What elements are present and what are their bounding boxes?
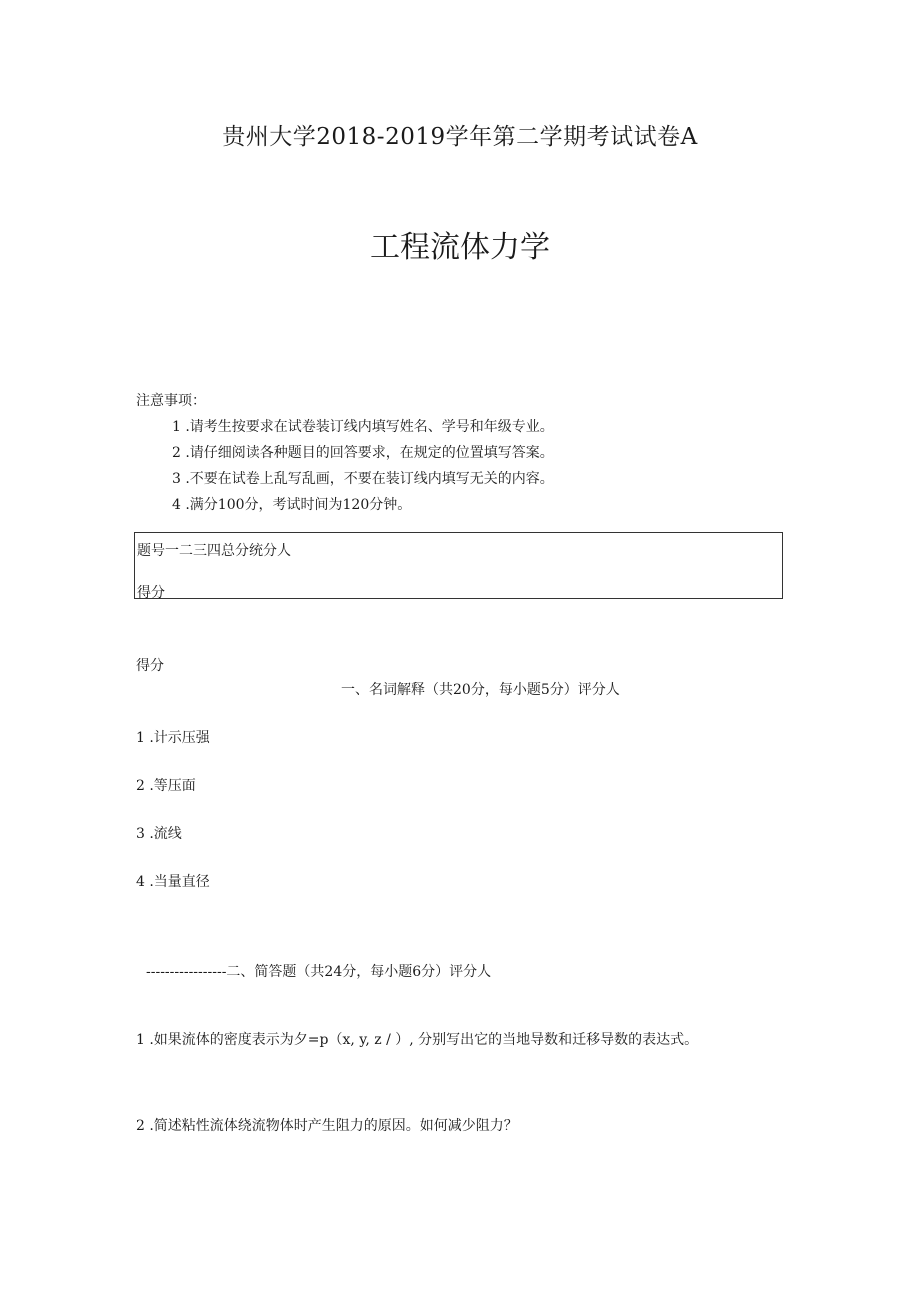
section1-question: 3 .流线 — [136, 826, 182, 842]
section1-question: 2 .等压面 — [136, 778, 196, 794]
exam-title: 贵州大学2018-2019学年第二学期考试试卷A — [222, 124, 698, 150]
course-title: 工程流体力学 — [370, 230, 550, 265]
note-item: 4 .满分100分，考试时间为120分钟。 — [172, 497, 412, 513]
section2-question: 2 .简述粘性流体绕流物体时产生阻力的原因。如何减少阻力？ — [136, 1118, 518, 1134]
section1-score-label: 得分 — [136, 658, 164, 674]
section1-question: 4 .当量直径 — [136, 874, 210, 890]
note-item: 3 .不要在试卷上乱写乱画，不要在装订线内填写无关的内容。 — [172, 471, 554, 487]
note-item: 1 .请考生按要求在试卷装订线内填写姓名、学号和年级专业。 — [172, 419, 554, 435]
section1-question: 1 .计示压强 — [136, 730, 210, 746]
notes-heading: 注意事项： — [136, 393, 206, 409]
section2-title: -----------------二、简答题（共24分，每小题6分）评分人 — [146, 964, 492, 980]
section2-question: 1 .如果流体的密度表示为夕=p（x, y, z / ）, 分别写出它的当地导数和迁移导数的表达式。 — [136, 1032, 699, 1048]
score-table — [134, 532, 783, 599]
section1-title: 一、名词解释（共20分，每小题5分）评分人 — [341, 682, 620, 698]
note-item: 2 .请仔细阅读各种题目的回答要求，在规定的位置填写答案。 — [172, 445, 554, 461]
score-table-header-row: 题号一二三四总分统分人 — [137, 543, 291, 559]
score-table-score-row: 得分 — [137, 585, 165, 601]
